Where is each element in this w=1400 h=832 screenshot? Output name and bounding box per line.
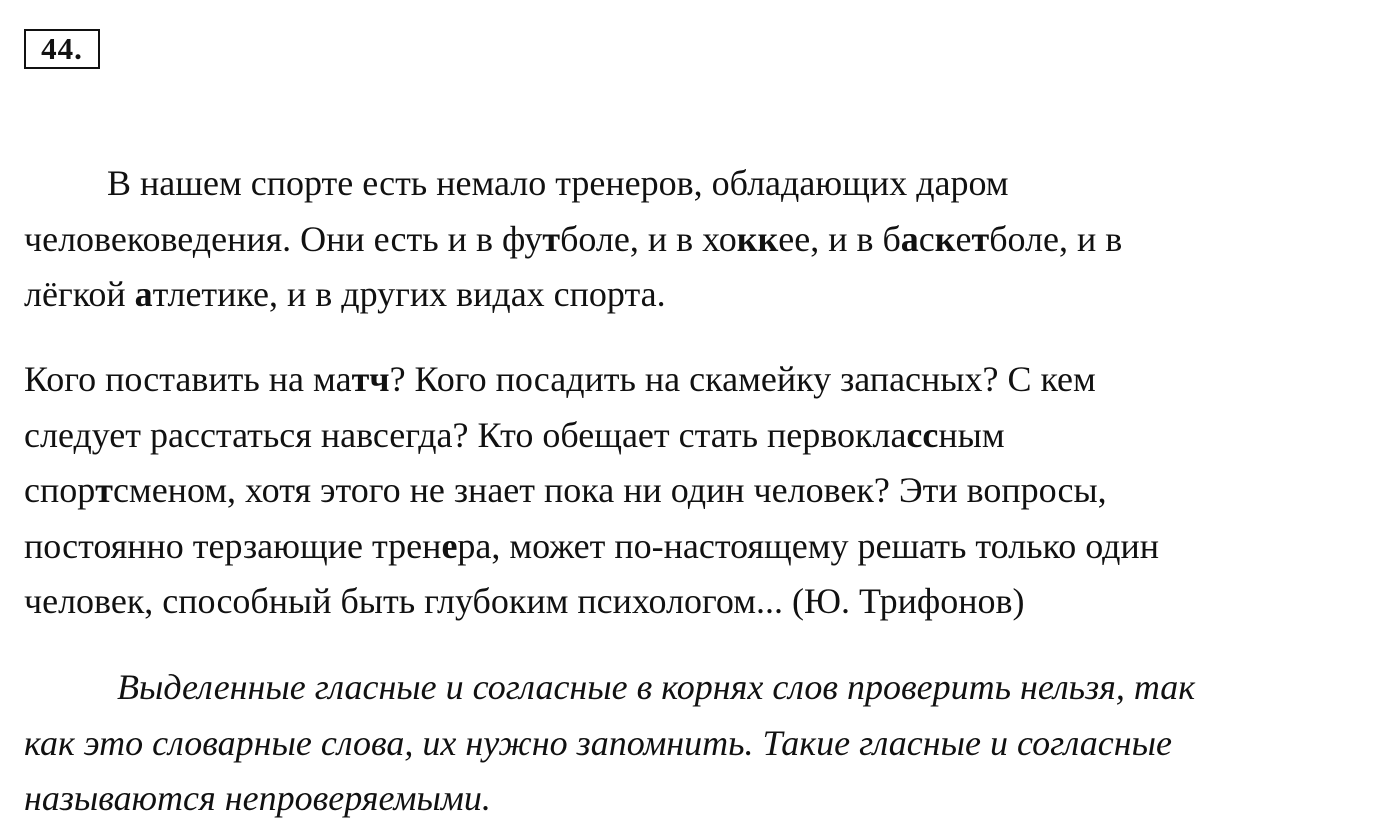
highlighted-letters: сс xyxy=(906,414,939,455)
text-segment: ? Кого посадить на скамейку запасных? С кем xyxy=(389,359,1096,399)
text-line xyxy=(24,156,1364,212)
text-segment: е xyxy=(955,218,972,259)
text-segment: человековедения. Они есть и в фу xyxy=(24,218,543,259)
highlighted-letters: т xyxy=(542,218,561,259)
text-line xyxy=(24,519,1364,575)
text-segment: Кого поставить на ма xyxy=(24,359,352,399)
highlighted-letters: кк xyxy=(736,218,779,259)
highlighted-letters: к xyxy=(934,218,956,259)
paragraph-text xyxy=(24,156,1364,323)
text-line xyxy=(24,267,1364,323)
text-segment: сменом, хотя этого не знает пока ни один человек? Эти вопросы, xyxy=(112,470,1107,510)
text-segment: ным xyxy=(938,414,1005,455)
text-segment: ее, и в б xyxy=(778,218,901,259)
rule-line xyxy=(24,716,1364,772)
text-segment: следует расстаться навсегда? Кто обещает стать первокла xyxy=(24,414,907,455)
text-segment: человек, способный быть глубоким психологом... (Ю. Трифонов) xyxy=(24,581,1025,621)
text-line xyxy=(24,574,1364,630)
highlighted-letters: а xyxy=(900,218,919,259)
text-segment: с xyxy=(918,218,935,259)
highlighted-letters: а xyxy=(134,274,153,314)
text-line xyxy=(24,408,1364,464)
text-segment: тлетике, и в других видах спорта. xyxy=(152,274,666,314)
rule-text: как это словарные слова, их нужно запомнить. Такие гласные и согласные xyxy=(24,722,1172,763)
text-segment: боле, и в хо xyxy=(560,218,737,259)
rule-line xyxy=(24,771,1364,827)
rule-text: называются непроверяемыми. xyxy=(24,778,491,818)
text-segment: постоянно терзающие трен xyxy=(24,525,442,566)
rule-text: Выделенные гласные и согласные в корнях слов проверить нельзя, так xyxy=(117,667,1196,707)
text-line xyxy=(24,463,1364,519)
text-line xyxy=(24,212,1364,268)
text-line xyxy=(24,352,1364,408)
highlighted-letters: е xyxy=(441,525,458,566)
highlighted-letters: т xyxy=(971,218,990,259)
paragraph-questions xyxy=(24,352,1364,630)
text-segment: спор xyxy=(24,470,96,510)
text-segment: боле, и в xyxy=(989,218,1123,259)
text-segment: ра, может по-настоящему решать только один xyxy=(457,525,1160,566)
text-segment: В нашем спорте есть немало тренеров, обладающих даром xyxy=(107,163,1009,203)
exercise-number: 44. xyxy=(24,29,100,69)
highlighted-letters: т xyxy=(95,470,113,510)
rule-line xyxy=(24,660,1364,716)
highlighted-letters: тч xyxy=(351,359,390,399)
rule-note xyxy=(24,660,1364,827)
text-segment: лёгкой xyxy=(24,274,135,314)
